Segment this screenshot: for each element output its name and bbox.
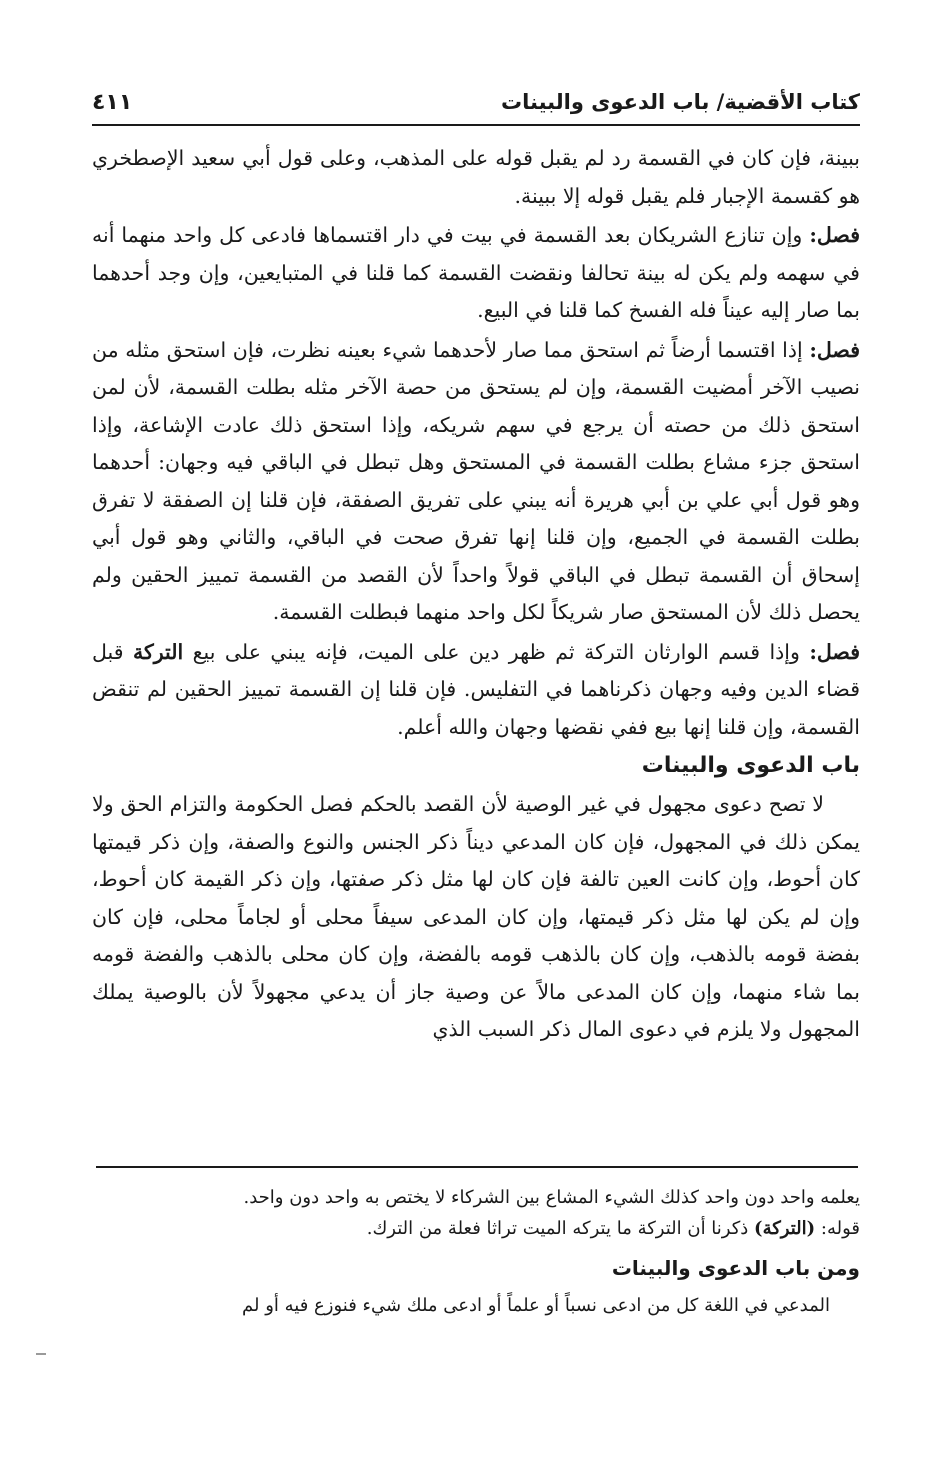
paragraph-3 [92, 332, 860, 632]
paragraph-4 [92, 634, 860, 747]
footnote-3 [92, 1290, 860, 1321]
footnote-2-term: (التركة) [754, 1218, 816, 1239]
page-number: ٤١١ [92, 90, 133, 115]
footnote-2-text: ذكرنا أن التركة ما يتركه الميت تراثا فعلة من الترك. [366, 1218, 755, 1239]
footnote-1-text: يعلمه واحد دون واحد كذلك الشيء المشاع بين الشركاء لا يختص به واحد دون واحد. [243, 1187, 860, 1208]
paragraph-4-text-a: وإذا قسم الوارثان التركة ثم ظهر دين على الميت، فإنه يبني على بيع [183, 639, 810, 664]
section-term: فصل: [809, 223, 860, 247]
main-text [92, 140, 860, 1051]
paragraph-1-text: ببينة، فإن كان في القسمة رد لم يقبل قوله على المذهب، وعلى قول أبي سعيد الإصطخري هو كقسمة الإجبار فلم يقبل قوله إلا ببينة. [92, 146, 860, 208]
page-header [92, 86, 860, 126]
paragraph-2 [92, 217, 860, 330]
footnote-2 [92, 1213, 860, 1244]
paragraph-3-text: إذا اقتسما أرضاً ثم استحق مما صار لأحدهما شيء بعينه نظرت، فإن استحق مثله من نصيب الآخر أمضيت القسمة، وإن لم يستحق من حصة الآخر مثله بطلت القسمة، لأن لمن استحق ذلك من حصته أن يرجع في سهم شريكه، وإذا استحق ذلك عادت الإشاعة، وإذا استحق جزء مشاع بطلت القسمة في المستحق وهل تبطل في الباقي فيه وجهان: أحدهما وهو قول أبي علي بن أبي هريرة أنه يبني على تفريق الصفقة، فإن قلنا إن الصفقة لا تفرق بطلت القسمة في الجميع، وإن قلنا إنها تفرق صحت في الباقي، والثاني وهو قول أبي إسحاق أن القسمة تبطل في الباقي قولاً واحداً لأن القصد من القسمة تمييز الحقين ولم يحصل ذلك لأن المستحق صار شريكاً لكل واحد منهما فبطلت القسمة. [92, 337, 860, 624]
section-term: فصل: [809, 639, 860, 664]
header-rule [92, 124, 860, 126]
tarika-term: التركة [132, 639, 184, 664]
footnotes [92, 1182, 860, 1321]
footnote-separator [96, 1166, 858, 1168]
footnote-1 [92, 1182, 860, 1213]
paragraph-2-text: وإن تنازع الشريكان بعد القسمة في بيت في دار اقتسماها فادعى كل واحد منهما أنه في سهمه ولم يكن له بينة تحالفا ونقضت القسمة كما قلنا في المتبايعين، وإن وجد أحدهما بما صار إليه عيناً فله الفسخ كما قلنا في البيع. [92, 223, 860, 322]
paragraph-1 [92, 140, 860, 215]
running-title: كتاب الأقضية/ باب الدعوى والبينات [501, 90, 860, 114]
footnote-heading: ومن باب الدعوى والبينات [611, 1256, 860, 1280]
paragraph-5-text: لا تصح دعوى مجهول في غير الوصية لأن القصد بالحكم فصل الحكومة والتزام الحق ولا يمكن ذلك في المجهول، فإن كان المدعي ديناً ذكر الجنس والنوع والصفة، وإن ذكر قيمتها كان أحوط، وإن كانت العين تالفة فإن كان لها مثل ذكر صفتها، وإن ذكر القيمة كان أحوط، وإن لم يكن لها مثل ذكر قيمتها، وإن كان المدعى سيفاً محلى أو لجاماً محلى، فإن كان بفضة قومه بالذهب، وإن كان بالذهب قومه بالفضة، وإن كان محلى بالذهب والفضة قومه بما شاء منهما، وإن كان المدعى مالاً عن وصية جاز أن يدعي مجهولاً لأن بالوصية يملك المجهول ولا يلزم في دعوى المال ذكر السبب الذي [92, 792, 860, 1041]
scan-speck [36, 1353, 46, 1355]
section-term: فصل: [809, 337, 860, 362]
paragraph-4-text-b: قبل قضاء الدين وفيه وجهان ذكرناهما في التفليس. فإن قلنا إن القسمة تمييز الحقين لم تنقض القسمة، وإن قلنا إنها بيع ففي نقضها وجهان والله أعلم. [92, 639, 860, 739]
footnote-3-text: المدعي في اللغة كل من ادعى نسباً أو علماً أو ادعى ملك شيء فنوزع فيه أو لم [242, 1295, 830, 1316]
paragraph-5 [92, 786, 860, 1049]
chapter-heading: باب الدعوى والبينات [641, 753, 860, 778]
footnote-2-label: قوله: [820, 1218, 860, 1239]
